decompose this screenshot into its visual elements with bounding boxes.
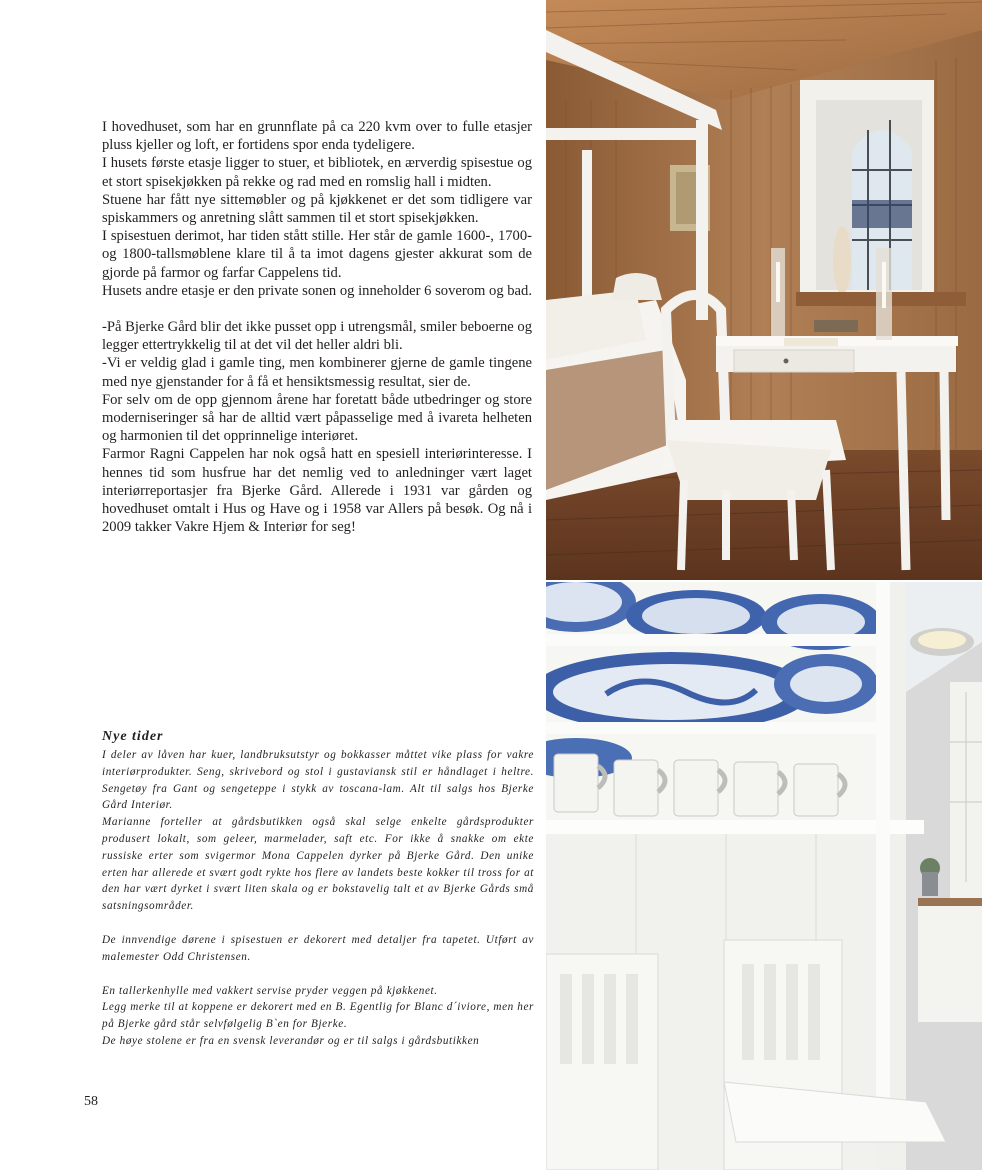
caption-paragraph: Marianne forteller at gårdsbutikken også skal selge enkelte gårdsprodukter produsert lokalt, som geleer, marmelader, saft etc. For ikke å snakke om ekte russiske erter som svigermor Mona Cappelen dyrker på Bjerke Gård. Den unike erten har allerede et svært godt rykte hos flere av landets beste kokker til tross for at den har vært dyrket i svært liten skala og er bokstavelig talt et av Bjerke Gårds små satsningsområder.	[102, 816, 534, 913]
body-paragraph: I hovedhuset, som har en grunnflate på ca 220 kvm over to fulle etasjer pluss kjeller og loft, er fortidens spor enda tydeligere.	[102, 119, 532, 154]
caption-paragraph: En tallerkenhylle med vakkert servise pryder veggen på kjøkkenet.	[102, 984, 438, 997]
paragraph-spacer	[102, 300, 532, 318]
caption-paragraph: I deler av låven har kuer, landbruksutstyr og bokkasser måttet vike plass for vakre interiørprodukter. Seng, skrivebord og stol i gustaviansk stil er håndlaget i heltre. Sengetøy fra Gant og sengeteppe i stykk av toscana-lam. Alt til salgs hos Bjerke Gård Interiør.	[102, 749, 534, 812]
article-body	[102, 118, 532, 536]
paragraph-spacer	[102, 966, 534, 983]
caption-paragraph: De høye stolene er fra en svensk leverandør og er til salgs i gårdsbutikken	[102, 1034, 480, 1047]
body-paragraph: -Vi er veldig glad i gamle ting, men kombinerer gjerne de gamle tingene med nye gjenstander for å få et hensiktsmessig resultat, sier de.	[102, 355, 532, 390]
paragraph-spacer	[102, 915, 534, 932]
body-paragraph: Farmor Ragni Cappelen har nok også hatt en spesiell interiørinteresse. I hennes tid som husfrue har det nemlig ved to anledninger vært laget interiørreportasjer fra Bjerke Gård. Allerede i 1931 var gården og hovedhuset omtalt i Hus og Have og i 1958 var Allers på besøk. Og nå i 2009 takker Vakre Hjem & Interiør for seg!	[102, 446, 532, 536]
caption-block	[102, 728, 534, 1050]
page-number: 58	[84, 1094, 98, 1109]
body-paragraph: Stuene har fått nye sittemøbler og på kjøkkenet er det som tidligere var spiskammers og anretning slått sammen til et stort spisekjøkken.	[102, 191, 532, 227]
caption-heading: Nye tider	[102, 729, 164, 744]
body-paragraph: Husets andre etasje er den private sonen og inneholder 6 soverom og bad.	[102, 282, 532, 299]
kitchen-photo	[546, 582, 982, 1170]
body-paragraph: For selv om de opp gjennom årene har foretatt både utbedringer og store moderniseringer så har de alltid vært påpasselige med å ivareta helheten og harmonien til det opprinnelige interiøret.	[102, 391, 532, 445]
bedroom-photo	[546, 0, 982, 580]
caption-paragraph: De innvendige dørene i spisestuen er dekorert med detaljer fra tapetet. Utført av malemester Odd Christensen.	[102, 933, 534, 963]
caption-paragraph: Legg merke til at koppene er dekorert med en B. Egentlig for Blanc d´iviore, men her på Bjerke gård står selvfølgelig B`en for Bjerke.	[102, 1001, 534, 1031]
body-paragraph: I spisestuen derimot, har tiden stått stille. Her står de gamle 1600-, 1700- og 1800-tallsmøblene klare til å ta imot dagens gjester akkurat som de gjorde på farmor og farfar Cappelens tid.	[102, 228, 532, 281]
body-paragraph: -På Bjerke Gård blir det ikke pusset opp i utrengsmål, smiler beboerne og legger ettertrykkelig til at det vil det heller aldri bli.	[102, 319, 533, 354]
body-paragraph: I husets første etasje ligger to stuer, et bibliotek, en ærverdig spisestue og et stort spisekjøkken på rekke og rad med en romslig hall i midten.	[102, 155, 532, 190]
